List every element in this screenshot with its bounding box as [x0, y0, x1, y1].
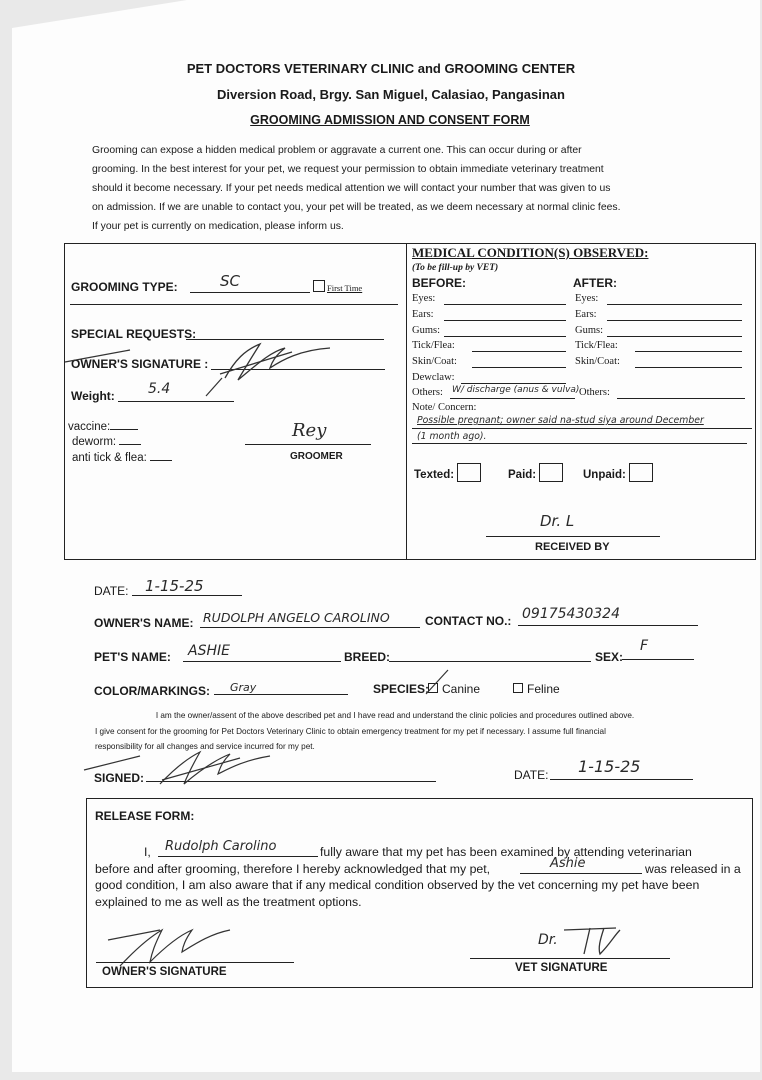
breed-label: BREED: [344, 650, 391, 664]
release-owner-value: Rudolph Carolino [165, 839, 277, 854]
before-field-line [461, 383, 566, 384]
grooming-type-line [190, 292, 310, 293]
note-line-1: Possible pregnant; owner said na-stud siya around December [417, 415, 704, 426]
received-by-line [486, 536, 660, 537]
weight-line [118, 401, 234, 402]
unpaid-checkbox[interactable] [629, 463, 653, 482]
release-text-2: before and after grooming, therefore I hereby acknowledged that my pet, [95, 862, 491, 876]
vet-signature-text: Dr. [538, 932, 558, 948]
release-owner-line [158, 856, 318, 857]
feline-label: Feline [527, 682, 560, 696]
texted-label: Texted: [414, 469, 455, 481]
anti-tick-label: anti tick & flea: [72, 452, 147, 464]
pet-name-label: PET'S NAME: [94, 650, 171, 664]
color-value: Gray [230, 681, 257, 694]
after-field-line [607, 336, 742, 337]
after-field-label: Gums: [575, 324, 604, 336]
release-owner-signature-line [96, 962, 294, 963]
owner-name-line [200, 627, 420, 628]
owner-name-value: RUDOLPH ANGELO CAROLINO [203, 610, 390, 625]
before-field-label: Dewclaw: [412, 372, 455, 383]
special-requests-label: SPECIAL REQUESTS: [71, 327, 197, 341]
release-title: RELEASE FORM: [95, 809, 195, 823]
anti-tick-field [72, 452, 172, 464]
vet-signature-label: VET SIGNATURE [515, 962, 608, 974]
pet-name-line [183, 661, 341, 662]
after-field-line [607, 304, 742, 305]
before-field-line [444, 304, 566, 305]
consent-line-3: responsibility for all changes and service incurred for my pet. [95, 742, 315, 751]
paid-field[interactable] [508, 463, 563, 482]
after-field-line [607, 320, 742, 321]
intro-line: on admission. If we are unable to contact you, your pet will be treated, as we deem necessary at normal clinic fees. [92, 202, 621, 213]
texted-checkbox[interactable] [457, 463, 481, 482]
date-value: 1-15-25 [145, 577, 204, 595]
after-field-label: Tick/Flea: [575, 340, 618, 352]
release-pet-value: Ashie [550, 856, 586, 871]
folded-corner [12, 0, 187, 28]
signed-date-line [550, 779, 693, 780]
form-title: GROOMING ADMISSION AND CONSENT FORM [250, 113, 530, 127]
grooming-divider-line [70, 304, 398, 305]
consent-line-1: I am the owner/assent of the above described pet and I have read and understand the clinic policies and procedures outlined above. [155, 711, 635, 720]
before-field-line [444, 320, 566, 321]
unpaid-field[interactable] [583, 463, 653, 482]
after-field-line [635, 367, 742, 368]
intro-line: If your pet is currently on medication, please inform us. [92, 221, 344, 232]
before-field-label: Ears: [412, 308, 434, 320]
after-label: AFTER: [573, 276, 617, 290]
color-label: COLOR/MARKINGS: [94, 684, 210, 698]
others-line [450, 398, 575, 399]
before-field-label: Tick/Flea: [412, 340, 455, 352]
date-line [132, 595, 242, 596]
clinic-address: Diversion Road, Brgy. San Miguel, Calasiao, Pangasinan [217, 87, 565, 102]
intro-line: should it become necessary. If your pet needs medical attention we will contact your number that was given to us [92, 183, 611, 194]
vaccine-label: vaccine: [68, 421, 111, 433]
grooming-type-label: GROOMING TYPE: [71, 280, 178, 294]
received-by-signature: Dr. L [540, 512, 575, 530]
others-after-line [617, 398, 745, 399]
contact-line [518, 625, 698, 626]
release-text-3: was released in a [645, 862, 741, 876]
intro-line: grooming. In the best interest for your pet, we request your permission to obtain immediate veterinary treatment [92, 164, 604, 175]
release-owner-signature-scribble [100, 910, 240, 970]
note-label: Note/ Concern: [412, 402, 477, 413]
deworm-field [72, 436, 141, 448]
contact-label: CONTACT NO.: [425, 614, 512, 628]
deworm-label: deworm: [72, 436, 117, 448]
note-line-2: (1 month ago). [417, 431, 487, 442]
groomer-line [245, 444, 371, 445]
owner-name-label: OWNER'S NAME: [94, 616, 194, 630]
signed-date-label: DATE: [514, 768, 549, 782]
breed-line [389, 661, 591, 662]
feline-checkbox[interactable] [513, 683, 523, 693]
vet-signature-line [470, 958, 670, 959]
sex-label: SEX: [595, 650, 624, 664]
canine-label: Canine [442, 682, 481, 696]
first-time-option[interactable] [313, 280, 362, 293]
consent-line-2: I give consent for the grooming for Pet Doctors Veterinary Clinic to obtain emergency treatment for my pet if necessary. I assume full financial [95, 727, 606, 736]
intro-paragraph [92, 141, 620, 236]
first-time-label: First Time [327, 283, 363, 293]
others-label: Others: [412, 387, 443, 398]
weight-label: Weight: [71, 389, 115, 403]
before-field-label: Gums: [412, 324, 441, 336]
species-feline-option[interactable] [513, 682, 560, 696]
owner-signature-label: OWNER'S SIGNATURE : [71, 357, 209, 371]
release-pet-line [520, 873, 642, 874]
vaccine-field [68, 421, 138, 433]
after-field-line [635, 351, 742, 352]
signed-label: SIGNED: [94, 771, 145, 785]
clinic-name: PET DOCTORS VETERINARY CLINIC and GROOMING CENTER [186, 61, 576, 76]
paid-label: Paid: [508, 469, 537, 481]
release-text-4: good condition, I am also aware that if any medical condition observed by the vet concerning my pet have been [95, 878, 700, 892]
after-field-label: Ears: [575, 308, 597, 320]
weight-value: 5.4 [148, 381, 171, 397]
species-label: SPECIES: [373, 682, 430, 696]
before-label: BEFORE: [412, 276, 466, 290]
unpaid-label: Unpaid: [583, 469, 626, 481]
after-field-label: Skin/Coat: [575, 356, 620, 368]
table-divider [406, 243, 407, 559]
groomer-label: GROOMER [290, 451, 343, 462]
sex-value: F [640, 638, 649, 654]
date-label: DATE: [94, 584, 129, 598]
groomer-name: Rey [292, 420, 327, 441]
before-field-line [472, 367, 566, 368]
note-rule-2 [412, 443, 747, 444]
release-text-1: fully aware that my pet has been examined by attending veterinarian [320, 845, 692, 859]
after-field-label: Eyes: [575, 293, 599, 304]
signed-date-value: 1-15-25 [578, 757, 641, 776]
release-owner-signature-label: OWNER'S SIGNATURE [102, 966, 227, 978]
first-time-checkbox[interactable] [313, 280, 325, 292]
before-field-label: Eyes: [412, 293, 436, 304]
before-field-label: Skin/Coat: [412, 356, 457, 368]
pet-name-value: ASHIE [188, 643, 230, 659]
vet-signature-scribble [560, 920, 630, 960]
medical-subtitle: (To be fill-up by VET) [412, 263, 499, 273]
medical-title: MEDICAL CONDITION(S) OBSERVED: [412, 245, 649, 260]
intro-line: Grooming can expose a hidden medical problem or aggravate a current one. This can occur during or after [92, 145, 582, 156]
grooming-type-value: SC [220, 272, 240, 290]
texted-field[interactable] [414, 463, 481, 482]
weight-pen-mark [200, 376, 230, 400]
release-i-label: I, [144, 845, 151, 859]
received-by-label: RECEIVED BY [535, 541, 610, 553]
paid-checkbox[interactable] [539, 463, 563, 482]
canine-check-mark [424, 668, 454, 698]
signed-signature-scribble [80, 740, 280, 790]
release-text-5: explained to me as well as the treatment options. [95, 895, 362, 909]
before-field-line [472, 351, 566, 352]
before-field-line [444, 336, 566, 337]
others-value: W/ discharge (anus & vulva) [452, 385, 580, 395]
sex-line [622, 659, 694, 660]
contact-value: 09175430324 [522, 606, 620, 622]
note-rule-1 [412, 428, 752, 429]
others-after-label: Others: [579, 387, 610, 398]
color-line [214, 694, 348, 695]
